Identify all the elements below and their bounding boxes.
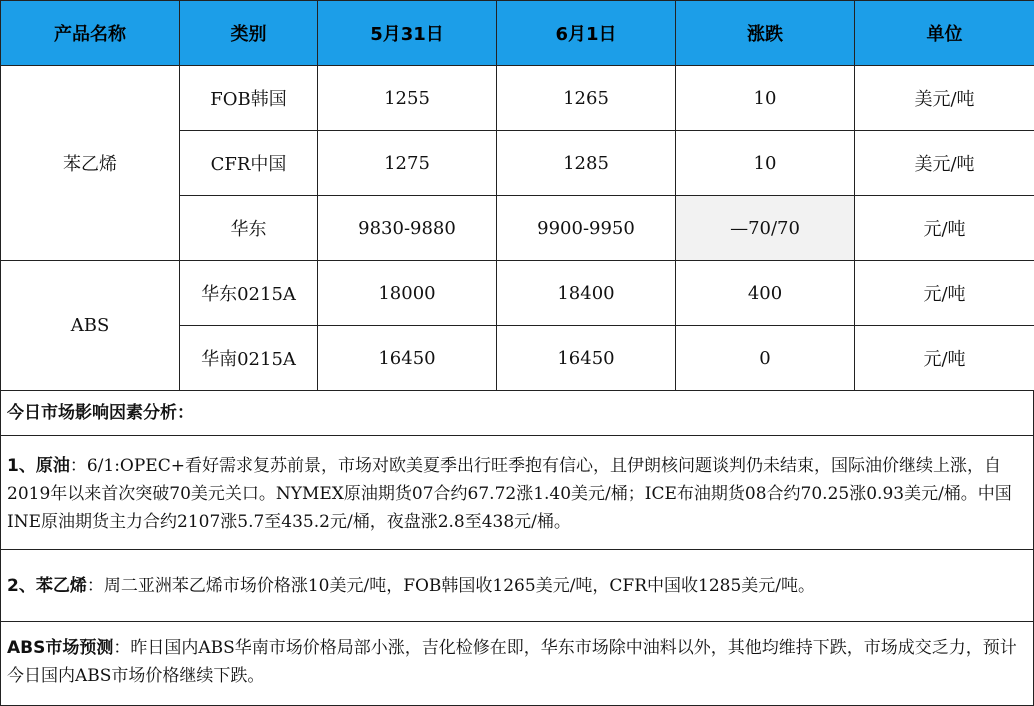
unit-cell: 元/吨 [855, 261, 1034, 326]
change-cell: 10 [676, 66, 855, 131]
header-unit: 单位 [855, 1, 1034, 66]
table-row [1, 66, 1034, 131]
may31-cell: 9830-9880 [318, 196, 497, 261]
change-cell: 400 [676, 261, 855, 326]
header-may31: 5月31日 [318, 1, 497, 66]
header-category: 类别 [180, 1, 318, 66]
unit-cell: 美元/吨 [855, 66, 1034, 131]
may31-cell: 16450 [318, 326, 497, 391]
category-cell: 华南0215A [180, 326, 318, 391]
crude-oil-paragraph [0, 436, 1034, 550]
styrene-text: ：周二亚洲苯乙烯市场价格涨10美元/吨，FOB韩国收1265美元/吨，CFR中国收1285美元/吨。 [86, 575, 816, 596]
crude-oil-heading: 1、原油 [7, 456, 70, 476]
styrene-paragraph [0, 550, 1034, 622]
change-cell: —70/70 [676, 196, 855, 261]
analysis-title: 今日市场影响因素分析： [0, 390, 1034, 436]
category-cell: FOB韩国 [180, 66, 318, 131]
product-cell: 苯乙烯 [1, 66, 180, 261]
header-product: 产品名称 [1, 1, 180, 66]
table-row [1, 261, 1034, 326]
jun1-cell: 9900-9950 [497, 196, 676, 261]
abs-forecast-paragraph [0, 622, 1034, 706]
abs-forecast-text: ：昨日国内ABS华南市场价格局部小涨，吉化检修在即，华东市场除中油料以外，其他均维持下跌，市场成交乏力，预计今日国内ABS市场价格继续下跌。 [7, 638, 1017, 686]
category-cell: 华东 [180, 196, 318, 261]
category-cell: 华东0215A [180, 261, 318, 326]
jun1-cell: 16450 [497, 326, 676, 391]
unit-cell: 元/吨 [855, 196, 1034, 261]
may31-cell: 1255 [318, 66, 497, 131]
header-change: 涨跌 [676, 1, 855, 66]
product-cell: ABS [1, 261, 180, 391]
styrene-heading: 2、苯乙烯 [7, 575, 87, 596]
jun1-cell: 1265 [497, 66, 676, 131]
analysis-section [0, 390, 1034, 706]
jun1-cell: 1285 [497, 131, 676, 196]
crude-oil-text: ：6/1:OPEC+看好需求复苏前景，市场对欧美夏季出行旺季抱有信心，且伊朗核问题谈判仍未结束，国际油价继续上涨，自2019年以来首次突破70美元关口。NYMEX原油期货07合约67.72涨1.40美元/桶；ICE布油期货08合约70.25涨0.93美元/桶。中国INE原油期货主力合约2107涨5.7至435.2元/桶，夜盘涨2.8至438元/桶。 [7, 456, 1012, 532]
header-row [1, 1, 1034, 66]
may31-cell: 1275 [318, 131, 497, 196]
category-cell: CFR中国 [180, 131, 318, 196]
jun1-cell: 18400 [497, 261, 676, 326]
unit-cell: 元/吨 [855, 326, 1034, 391]
change-cell: 0 [676, 326, 855, 391]
may31-cell: 18000 [318, 261, 497, 326]
abs-forecast-heading: ABS市场预测 [7, 638, 114, 658]
change-cell: 10 [676, 131, 855, 196]
header-jun1: 6月1日 [497, 1, 676, 66]
unit-cell: 美元/吨 [855, 131, 1034, 196]
